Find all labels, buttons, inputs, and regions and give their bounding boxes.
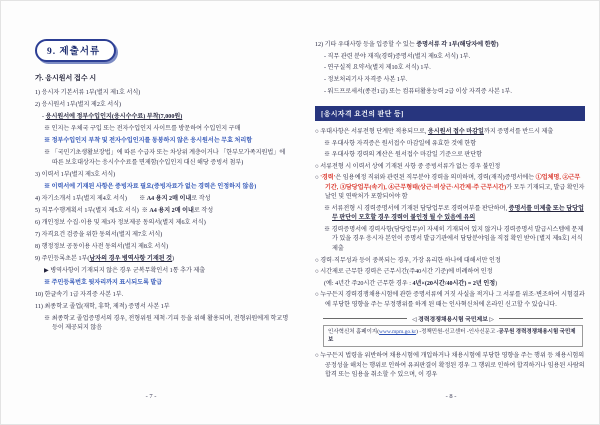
text-segment: 공무원 경력경쟁채용시험 국민제보 xyxy=(328,328,576,343)
text-segment: 까지 증명서를 반드시 제출 xyxy=(483,128,554,135)
text-line xyxy=(315,163,585,172)
text-segment: ○ xyxy=(315,175,321,182)
text-segment: 5) 직무수행계획서 1부(별지 제5호 서식) xyxy=(35,207,139,214)
text-line xyxy=(324,140,585,149)
text-segment: 6) 개인정보 수집·이용 및 제3자 정보제공 동의서(별지 제6호 서식) xyxy=(35,219,206,226)
text-line xyxy=(35,255,291,264)
text-segment: 3) 이력서 1부(별지 제3호 서식) xyxy=(35,171,116,178)
text-line xyxy=(315,174,585,202)
text-segment: ) xyxy=(495,280,498,287)
text-segment: ○ 누구든지 법령을 위반하여 채용시험에 개입하거나 채용시험에 부당한 영향을 주는 행위 등 채용시험의 공정성을 해치는 행위로 인하여 유죄판결이 확정된 경우 그 행위로 인하여 합격하거나 임용된 사람의 합격 또는 임용을 취소할 수 있으며, 이 경우 xyxy=(315,353,587,379)
text-segment: (예: 4년간 주20시간 근무한 경우 : xyxy=(324,280,413,287)
text-segment: - 직무 관련 분야 재직(경력)증명서(별지 제9호 서식) 1부. xyxy=(324,53,471,60)
text-segment: 응시원서에 정부수입인지(응시수수료) 부착(7,000원) xyxy=(45,114,183,121)
text-segment: A4 용지 2매 이내 xyxy=(146,195,192,202)
text-segment: 은 임용예정 직위와 관련된 직무분야 경력을 의미하며, 경력(재직)증명서에는 xyxy=(335,175,536,182)
text-segment: 로 작성 xyxy=(193,207,214,214)
text-line xyxy=(324,53,585,62)
text-segment: 1) 응시자 기본서류 1부(별지 제1호 서식) xyxy=(35,90,141,96)
text-segment: ○ 경력·직무성과 등이 중복되는 경우, 가장 유리한 하나에 대해서만 인정 xyxy=(315,257,501,264)
text-segment: ※ xyxy=(44,279,52,286)
text-segment: ※ xyxy=(126,195,147,202)
text-line xyxy=(42,113,291,122)
text-line xyxy=(315,257,585,266)
text-segment: - 정보처리기사 자격증 사본 1부. xyxy=(324,76,408,83)
right-page-body-lines xyxy=(315,128,585,310)
text-segment: 12) 기타 우대사항 등을 입증할 수 있는 xyxy=(315,42,417,48)
text-line xyxy=(35,171,291,180)
text-segment: 9) 주민등록초본 1부( xyxy=(35,255,90,262)
text-segment: ) xyxy=(172,255,175,262)
text-line xyxy=(44,315,291,334)
page-number-right: - 8 - xyxy=(445,393,457,400)
text-segment: ※ xyxy=(44,183,52,190)
text-line xyxy=(315,128,585,137)
text-segment: ○ 서류전형 시 이력서 상에 기재된 사항 중 증빙서류가 없는 경우 불인정 xyxy=(315,163,501,170)
left-page-lines xyxy=(35,89,291,334)
text-line xyxy=(44,267,291,276)
right-page-bottom-lines xyxy=(315,352,585,380)
report-box xyxy=(323,314,583,347)
text-line xyxy=(44,137,291,146)
url-link[interactable]: www.mpm.go.kr xyxy=(379,328,417,335)
text-line xyxy=(44,279,291,288)
text-segment: ○ 시간제로 근무한 경력은 근무시간(주40시간 기준)에 비례하여 인정 xyxy=(315,269,493,276)
text-segment: A4 용지 2매 이내 xyxy=(149,207,194,214)
text-line xyxy=(35,195,291,204)
text-segment: 응시원서 접수 마감일 xyxy=(427,128,484,135)
text-segment: ※ 경력증명서에 경력사항(담당업무)이 자세히 기재되어 있지 않거나 경력증명서 발급시스템에 문제가 있을 경우 응시자 본인이 증명서 발급기관에서 담당분야임을 직접 확인 받아 [별지 제9호] 서식 제출 xyxy=(324,227,585,252)
text-segment: 남자의 경우 병역사항 기재된 것 xyxy=(89,255,173,262)
text-line xyxy=(324,280,585,289)
text-line xyxy=(315,352,585,380)
section-title-badge xyxy=(35,39,116,62)
text-line xyxy=(324,76,585,85)
text-segment: 인사혁신처 홈페이지( xyxy=(328,328,380,335)
text-segment: ※ 「국민기초생활보장법」에 따른 수급자 또는 차상위 계층이거나 「한부모가족지원법」에 따른 보호대상자는 응시수수료를 면제함(수입인지 대신 해당 증빙서 첨부) xyxy=(44,150,287,166)
text-segment: ※ 인지는 우체국 구입 또는 전자수입인지 사이트를 방문하여 수입인지 구매 xyxy=(44,126,241,133)
text-segment: 10) 한글속기 1급 자격증 사본 1부. xyxy=(35,291,124,298)
text-segment: - xyxy=(42,114,46,121)
text-segment: 4년×(20시간/40시간) = 2년 인정 xyxy=(412,280,496,287)
text-segment: 8) 행정정보 공동이용 사전 동의서(별지 제8호 서식) xyxy=(35,243,169,250)
text-line xyxy=(324,151,585,160)
text-line xyxy=(315,41,585,50)
report-box-body xyxy=(323,325,583,348)
text-segment: - 연구실적 요약서(별지 제10호 서식) 1부. xyxy=(324,65,431,72)
text-segment: - 워드프로세서(종전1급) 또는 컴퓨터활용능력 2급 이상 자격증 사본 1부. xyxy=(324,88,512,95)
text-segment: ①업체명, ②근무기간, ③담당업무(속기), ④근무형태(상근·비상근·시간제·주 근무시간) xyxy=(325,175,581,191)
text-segment: 가 모두 기재되고, 발급 확인자 날인 및 연락처가 포함되어야 함 xyxy=(325,184,586,201)
text-segment: ) -정책민원-신고센터 -인사신문고 - xyxy=(416,328,499,335)
text-segment: '경력' xyxy=(320,175,336,182)
text-segment: ※ xyxy=(44,138,52,145)
report-box-title: ◁ 경력경쟁채용시험 국민제보 ▷ xyxy=(412,317,494,324)
text-segment: 이력서에 기재된 사항은 증빙자료 필요(증빙자료가 없는 경력은 인정하지 않음) xyxy=(51,183,257,190)
text-segment: ※ 최종학교 졸업증명서의 경우, 전형위원 제척·기피 등을 위해 활용되며, 전형위원에게 학교명 등이 제공되지 않음 xyxy=(44,316,290,332)
text-segment: ※ xyxy=(138,207,150,214)
text-line xyxy=(315,291,585,310)
text-segment: 증명서류 각 1부(해당자에 한함) xyxy=(416,42,499,48)
requirements-header-box: [응시자격 요건의 판단 등] xyxy=(315,106,585,121)
text-line xyxy=(35,231,291,240)
section-title: 9. 제출서류 xyxy=(47,47,101,57)
text-segment: 증명서를 미제출 또는 담당업무 판단이 모호할 경우 경력이 불인정 될 수 있음에 유의 xyxy=(332,205,584,222)
text-segment: 로 작성 xyxy=(191,195,211,202)
text-line xyxy=(35,101,291,110)
right-page-top-lines xyxy=(315,41,585,97)
text-line xyxy=(315,268,585,277)
text-segment: ※ 서류전형 시 경력증명서에 기재된 담당업무로 경력여부를 판단하며, xyxy=(324,205,509,212)
text-segment: ▶ 병역사항이 기재되지 않은 경우 군복무확인서 1통 추가 제출 xyxy=(44,267,206,274)
text-segment: 4) 자기소개서 1부(별지 제4호 서식) xyxy=(35,195,127,202)
text-line xyxy=(35,89,291,98)
text-segment: 11) 최종학교 졸업(재학, 휴학, 제적) 증명서 사본 1부 xyxy=(35,303,170,310)
text-segment: 정부수입인지 부착 및 전자수입인지를 동봉하지 않은 응시원서는 무효 처리함 xyxy=(51,138,253,145)
text-line xyxy=(35,303,291,312)
text-line xyxy=(324,88,585,97)
text-segment: 7) 자격요건 검증을 위한 동의서(별지 제7호 서식) xyxy=(35,231,163,238)
text-segment: ○ 우대사항은 서류전형 단계만 적용되므로, xyxy=(315,128,428,135)
text-segment: ○ 누구든지 경력경쟁채용시험에 관한 증명서류에 거짓 사실을 적거나 그 서류를 위조·변조하여 시험결과에 부당한 영향을 주는 부정행위를 하게 된 때는 인사혁신처에 온라인 신고할 수 있습니다. xyxy=(315,292,585,308)
report-box-title-row xyxy=(323,314,583,323)
page-7 xyxy=(1,1,301,425)
text-segment: 2) 응시원서 1부(별지 제2호 서식) xyxy=(35,102,122,109)
subsection-heading: 가. 응시원서 접수 시 xyxy=(35,74,97,82)
text-line xyxy=(35,219,291,228)
text-segment: ※ 우대사항 경력의 계산은 원서접수 마감일 기준으로 판단함 xyxy=(324,152,483,159)
text-line xyxy=(35,291,291,300)
page-number-left: - 7 - xyxy=(145,393,157,400)
text-line xyxy=(44,183,291,192)
text-line xyxy=(35,207,291,216)
text-line xyxy=(44,125,291,134)
text-segment: ※ 우대사항 자격증은 원서접수 마감일에 유효한 것에 한함 xyxy=(324,140,477,147)
text-segment: 주민등록번호 뒷자리까지 표시되도록 발급 xyxy=(51,279,163,286)
text-line xyxy=(324,205,585,224)
page-8 xyxy=(301,1,600,425)
text-line xyxy=(324,226,585,254)
text-line xyxy=(324,64,585,73)
text-line xyxy=(35,243,291,252)
text-line xyxy=(44,149,291,168)
